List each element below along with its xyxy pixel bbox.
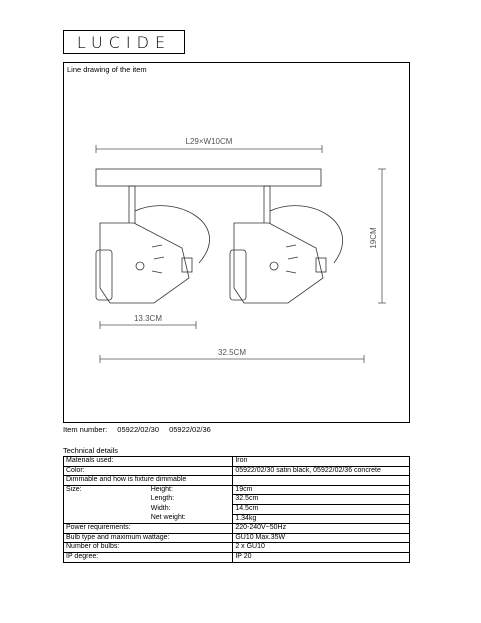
spec-label: Size:: [64, 485, 145, 495]
spec-value: [233, 476, 410, 486]
spec-label: [64, 495, 145, 505]
dim-head-label: 13.3CM: [133, 314, 163, 323]
spec-value: Iron: [233, 457, 410, 467]
dim-total-label: 32.5CM: [217, 348, 247, 357]
spec-label: [64, 504, 145, 514]
table-row: [64, 533, 410, 543]
spec-label: Number of bulbs:: [64, 543, 233, 553]
spec-sublabel: Length:: [145, 495, 233, 505]
spec-label: Power requirements:: [64, 524, 233, 534]
drawing-label: Line drawing of the item: [67, 65, 147, 74]
line-drawing-panel: [63, 62, 410, 423]
table-row: [64, 524, 410, 534]
spec-value: 220-240V~50Hz: [233, 524, 410, 534]
spec-value: 14.5cm: [233, 504, 410, 514]
spec-value: 19cm: [233, 485, 410, 495]
technical-details-title: Technical details: [63, 446, 119, 455]
table-row: [64, 495, 410, 505]
item-code-2: 05922/02/36: [169, 425, 211, 434]
table-row: [64, 504, 410, 514]
fixture-line-drawing: [64, 63, 411, 424]
dim-top-label: L29×W10CM: [185, 137, 233, 146]
dim-height-label: 19CM: [369, 227, 378, 249]
table-row: [64, 543, 410, 553]
spec-label: IP degree:: [64, 552, 233, 562]
spec-value: IP 20: [233, 552, 410, 562]
spec-value: 32.5cm: [233, 495, 410, 505]
spec-label: Materials used:: [64, 457, 233, 467]
spec-value: GU10 Max.35W: [233, 533, 410, 543]
table-row: [64, 457, 410, 467]
technical-details-table: [63, 456, 410, 563]
spec-value: 2 x GU10: [233, 543, 410, 553]
spec-sublabel: Net weight:: [145, 514, 233, 524]
spec-label: Bulb type and maximum wattage:: [64, 533, 233, 543]
table-row: [64, 466, 410, 476]
spec-value: 05922/02/30 satin black, 05922/02/36 concrete: [233, 466, 410, 476]
spec-sublabel: Width:: [145, 504, 233, 514]
spec-label: Color:: [64, 466, 233, 476]
spec-label: Dimmable and how is fixture dimmable: [64, 476, 233, 486]
item-code-1: 05922/02/30: [117, 425, 159, 434]
table-row: [64, 476, 410, 486]
spec-sublabel: Height:: [145, 485, 233, 495]
item-number-label: Item number:: [63, 425, 108, 434]
spec-label: [64, 514, 145, 524]
table-row: [64, 485, 410, 495]
table-row: [64, 552, 410, 562]
table-row: [64, 514, 410, 524]
brand-logo: LUCIDE: [63, 30, 185, 54]
spec-value: 1.34kg: [233, 514, 410, 524]
item-number: [63, 425, 219, 434]
